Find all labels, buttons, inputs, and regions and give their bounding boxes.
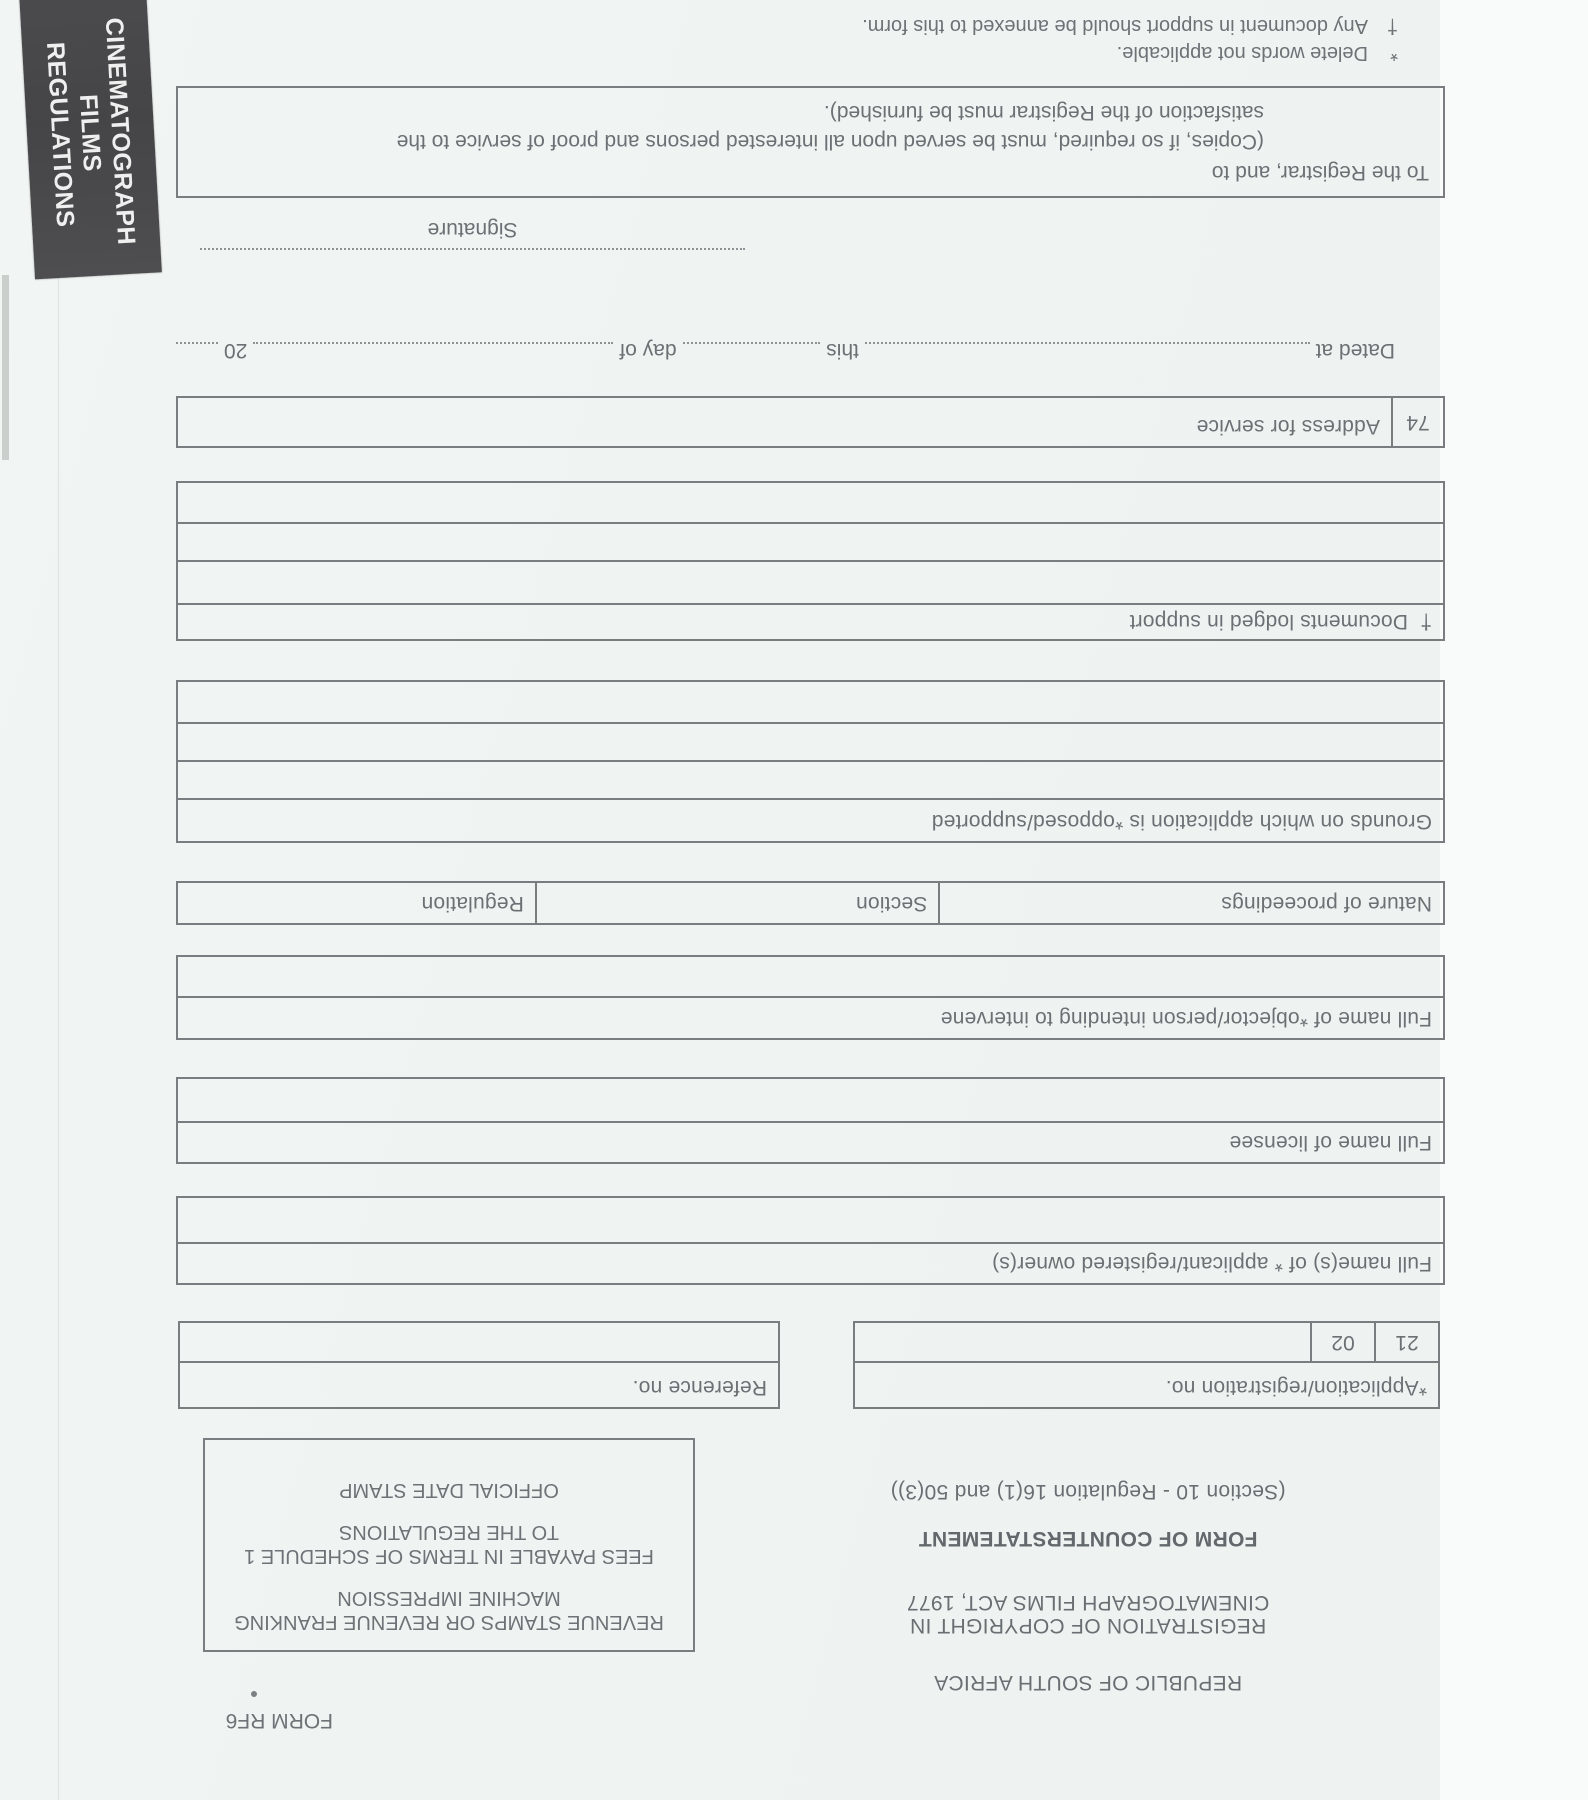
stamp-box-line3: OFFICIAL DATE STAMP: [339, 1479, 559, 1501]
documents-label-text: Documents lodged in support: [1129, 610, 1408, 633]
applicant-name-label: Full name(s) of * applicant/registered owner(s): [178, 1242, 1443, 1283]
documents-entry-row: [178, 485, 1443, 522]
address-for-service-label: Address for service: [1196, 415, 1380, 438]
margin-tab-text: [39, 17, 142, 249]
dotted-leader: [683, 342, 821, 345]
margin-tab-line3: REGULATIONS: [41, 41, 80, 229]
applicant-name-entry-space: [178, 1200, 1443, 1242]
grounds-entry-row: [178, 682, 1443, 722]
stamp-box-line2b: TO THE REGULATIONS: [338, 1521, 560, 1543]
stamp-box-line1b: MACHINE IMPRESSION: [337, 1587, 561, 1609]
grounds-entry-row: [178, 722, 1443, 760]
licensee-name-box: [176, 1077, 1445, 1164]
margin-tab-line2: FILMS: [74, 93, 107, 173]
dated-year-text: 20: [224, 339, 248, 362]
signature-block: [200, 217, 745, 268]
address-for-service-row: [176, 396, 1445, 448]
application-number-label: *Application/registration no.: [855, 1361, 1438, 1407]
dated-line: [170, 338, 1395, 370]
dagger-marker: †: [1386, 15, 1398, 37]
footnote-delete-words-text: Delete words not applicable.: [1116, 42, 1368, 64]
form-title: FORM OF COUNTERSTATEMENT: [918, 1527, 1258, 1550]
section-reference: (Section 10 - Regulation 16(1) and 50(3)): [890, 1480, 1286, 1503]
dated-this-text: this: [826, 339, 859, 362]
dated-dayof-text: day of: [619, 339, 677, 362]
reference-number-label: Reference no.: [180, 1361, 778, 1407]
registrar-note-box: [176, 86, 1445, 198]
proceedings-regulation-label: Regulation: [178, 883, 537, 923]
proceedings-section-label: Section: [537, 883, 941, 923]
signature-label: Signature: [427, 218, 518, 241]
application-number-entry-space: [855, 1323, 1310, 1361]
country-title: REPUBLIC OF SOUTH AFRICA: [933, 1671, 1243, 1694]
reference-number-entry-space: [180, 1323, 778, 1361]
documents-entry-row: [178, 522, 1443, 560]
footnote-annexed-document-text: Any document in support should be annexed to this form.: [862, 15, 1368, 37]
objector-name-box: [176, 955, 1445, 1040]
licensee-name-entry-space: [178, 1081, 1443, 1121]
address-item-number: 74: [1391, 398, 1443, 446]
applicant-name-box: [176, 1196, 1445, 1285]
footnote-delete-words: [1117, 41, 1398, 64]
form-number: FORM RF6: [225, 1709, 333, 1732]
dotted-leader: [176, 342, 218, 345]
scanner-artifact: [2, 275, 9, 460]
documents-label: [178, 603, 1443, 639]
ink-speck: [251, 1691, 257, 1697]
objector-name-entry-space: [178, 959, 1443, 996]
dotted-leader: [865, 342, 1310, 345]
stamp-box-line1a: REVENUE STAMPS OR REVENUE FRANKING: [234, 1611, 664, 1633]
registrar-note-line2: (Copies, if so required, must be served upon all interested persons and proof of service to the: [396, 130, 1264, 153]
registrar-note-line3: satisfaction of the Registrar must be furnished).: [823, 101, 1264, 124]
revenue-stamp-box: [203, 1438, 695, 1652]
asterisk-marker: *: [1390, 42, 1398, 64]
dated-at-text: Dated at: [1315, 339, 1395, 362]
licensee-name-label: Full name of licensee: [178, 1121, 1443, 1162]
dotted-leader: [253, 342, 613, 345]
grounds-entry-row: [178, 760, 1443, 798]
act-title-line2: CINEMATOGRAPH FILMS ACT, 1977: [906, 1591, 1270, 1614]
proceedings-row: [176, 881, 1445, 925]
act-title-line1: REGISTRATION OF COPYRIGHT IN: [909, 1614, 1267, 1637]
application-code-cell-1: 21: [1374, 1323, 1438, 1361]
documents-entry-row: [178, 560, 1443, 603]
grounds-box: [176, 680, 1445, 843]
application-number-box: [853, 1321, 1440, 1409]
reference-number-box: [178, 1321, 780, 1409]
stamp-box-line2a: FEES PAYABLE IN TERMS OF SCHEDULE 1: [244, 1545, 654, 1567]
signature-dotted-line: [200, 248, 745, 268]
margin-tab-line1: CINEMATOGRAPH: [100, 16, 141, 246]
address-entry-space: [178, 398, 1185, 446]
footnote-annexed-document: [862, 14, 1398, 37]
application-code-cell-2: 02: [1310, 1323, 1374, 1361]
documents-dagger-marker: †: [1420, 610, 1432, 633]
registrar-note-line1: To the Registrar, and to: [1211, 161, 1429, 184]
proceedings-nature-label: Nature of proceedings: [1221, 892, 1432, 915]
documents-box: [176, 481, 1445, 641]
grounds-label: Grounds on which application is *opposed/supported: [178, 798, 1443, 841]
objector-name-label: Full name of *objector/person intending to intervene: [178, 996, 1443, 1038]
margin-tab: [19, 0, 162, 279]
paper-edge-strip: [1440, 0, 1588, 1800]
